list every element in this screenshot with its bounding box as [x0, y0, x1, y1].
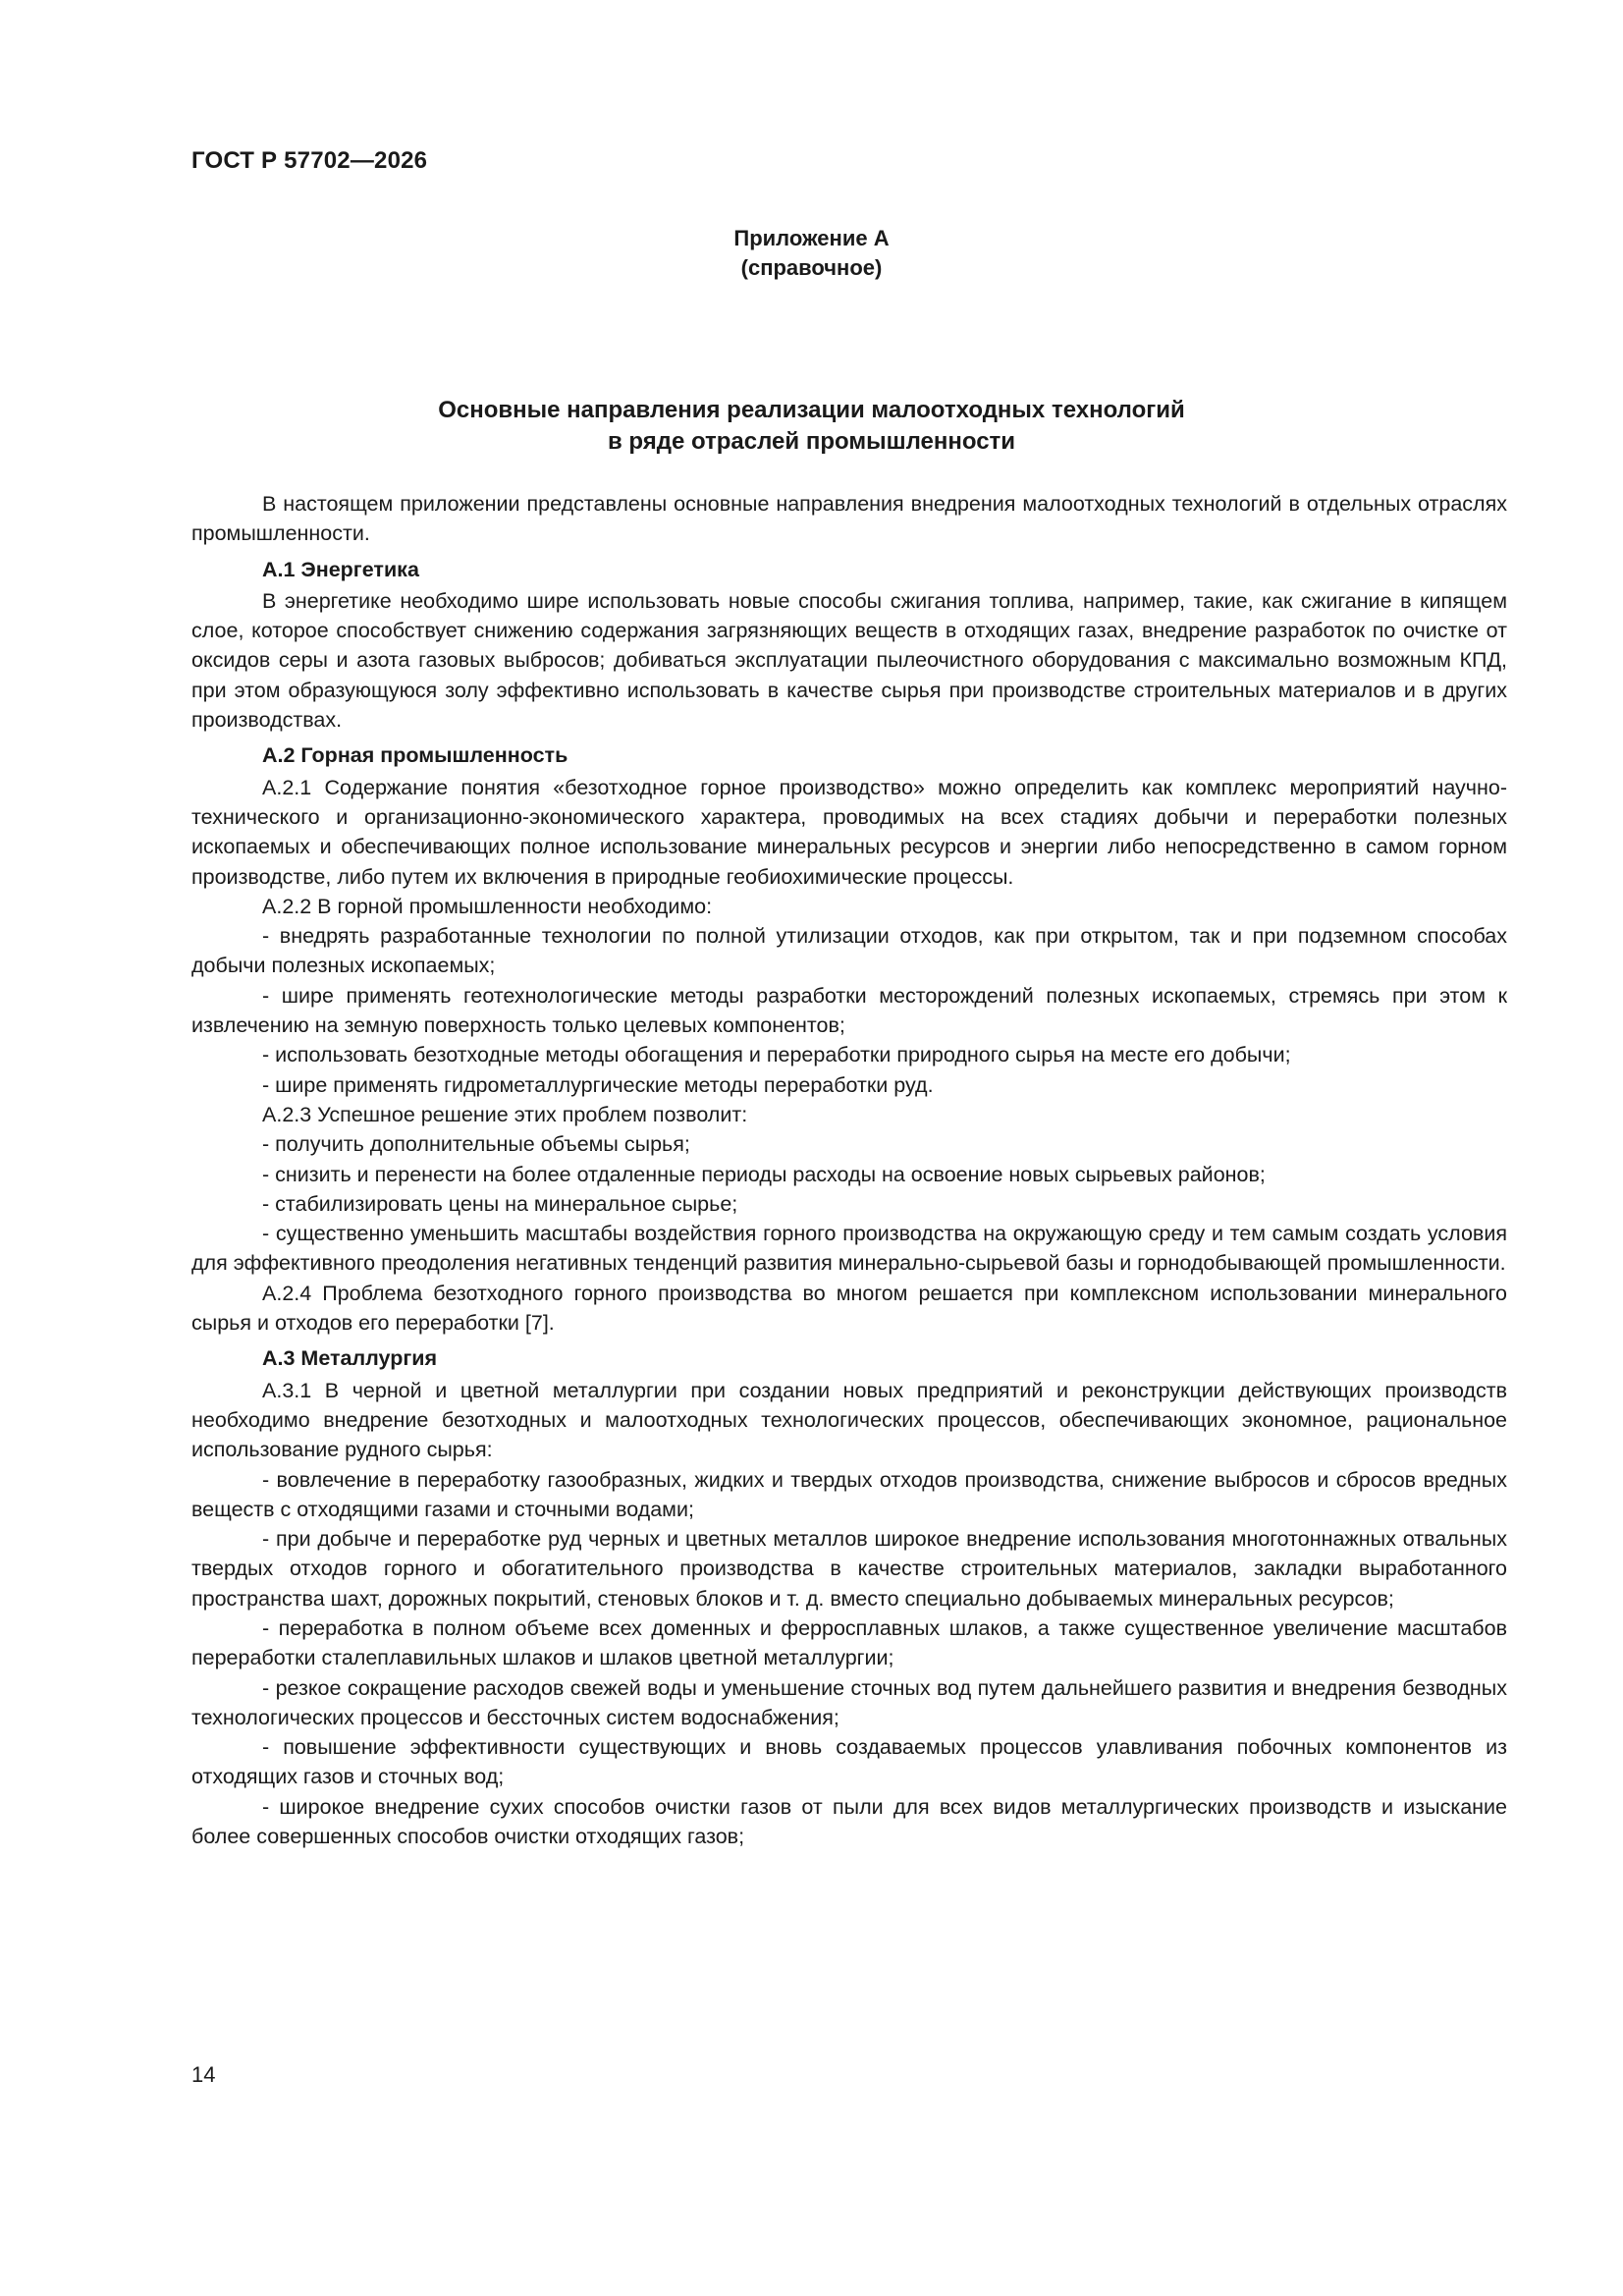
annex-heading: [0, 224, 1623, 283]
paragraph: В энергетике необходимо шире использовать новые способы сжигания топлива, например, такие, как сжигание в кипящем слое, которое способствует снижению содержания загрязняющих веществ в отходящих газах, внедрение разработок по очистке от оксидов серы и азота газовых выбросов; добиваться эксплуатации пылеочистного оборудования с максимально возможным КПД, при этом образующуюся золу эффективно использовать в качестве сырья при производстве строительных материалов и в других производствах.: [191, 588, 1507, 733]
list-item: - стабилизировать цены на минеральное сырье;: [262, 1191, 738, 1216]
paragraph: А.3.1 В черной и цветной металлургии при создании новых предприятий и реконструкции действующих производств необходимо внедрение безотходных и малоотходных технологических процессов, обеспечивающих экономное, рациональное использование рудного сырья:: [191, 1378, 1507, 1462]
paragraph: А.2.1 Содержание понятия «безотходное горное производство» можно определить как комплекс мероприятий научно-технического и организационно-экономического характера, проводимых на всех стадиях добычи и переработки полезных ископаемых и обеспечивающих полное использование минеральных ресурсов и энергии либо непосредственно в самом горном производстве, либо путем их включения в природные геобиохимические процессы.: [191, 775, 1507, 889]
paragraph: А.2.4 Проблема безотходного горного производства во многом решается при комплексном использовании минерального сырья и отходов его переработки [7].: [191, 1281, 1507, 1336]
annex-title-line-2: в ряде отраслей промышленности: [607, 428, 1016, 455]
list-item: - внедрять разработанные технологии по полной утилизации отходов, как при открытом, так и при подземном способах добычи полезных ископаемых;: [191, 924, 1507, 978]
document-body: [191, 489, 1507, 1851]
annex-label: Приложение А: [733, 226, 890, 250]
list-item: - использовать безотходные методы обогащения и переработки природного сырья на месте его добычи;: [262, 1043, 1291, 1067]
page-number: 14: [191, 2062, 216, 2087]
paragraph: А.2.3 Успешное решение этих проблем позволит:: [262, 1102, 748, 1126]
list-item: - шире применять геотехнологические методы разработки месторождений полезных ископаемых, стремясь при этом к извлечению на земную поверхность только целевых компонентов;: [191, 983, 1507, 1038]
annex-type: (справочное): [740, 255, 883, 280]
list-item: - шире применять гидрометаллургические методы переработки руд.: [262, 1072, 934, 1097]
list-item: - снизить и перенести на более отдаленные периоды расходы на освоение новых сырьевых районов;: [262, 1162, 1266, 1186]
list-item: - переработка в полном объеме всех доменных и ферросплавных шлаков, а также существенное увеличение масштабов переработки сталеплавильных шлаков и шлаков цветной металлургии;: [191, 1615, 1507, 1670]
list-item: - вовлечение в переработку газообразных, жидких и твердых отходов производства, снижение выбросов и сбросов вредных веществ с отходящими газами и сточными водами;: [191, 1467, 1507, 1521]
list-item: - повышение эффективности существующих и вновь создаваемых процессов улавливания побочных компонентов из отходящих газов и сточных вод;: [191, 1735, 1507, 1789]
section-heading-a2: А.2 Горная промышленность: [262, 743, 568, 768]
list-item: - при добыче и переработке руд черных и цветных металлов широкое внедрение использования многотоннажных отвальных твердых отходов горного и обогатительного производства в качестве строительных материалов, закладки выработанного пространства шахт, дорожных покрытий, стеновых блоков и т. д. вместо специально добываемых минеральных ресурсов;: [191, 1527, 1507, 1611]
section-heading-a1: А.1 Энергетика: [262, 557, 419, 581]
annex-title-line-1: Основные направления реализации малоотходных технологий: [438, 397, 1185, 423]
document-header: ГОСТ Р 57702—2026: [191, 147, 428, 174]
list-item: - получить дополнительные объемы сырья;: [262, 1132, 690, 1157]
section-heading-a3: А.3 Металлургия: [262, 1346, 438, 1371]
intro-paragraph: В настоящем приложении представлены основные направления внедрения малоотходных технологий в отдельных отраслях промышленности.: [191, 492, 1507, 546]
list-item: - широкое внедрение сухих способов очистки газов от пыли для всех видов металлургических производств и изыскание более совершенных способов очистки отходящих газов;: [191, 1794, 1507, 1849]
annex-title: [0, 395, 1623, 458]
list-item: - резкое сокращение расходов свежей воды и уменьшение сточных вод путем дальнейшего развития и внедрения безводных технологических процессов и бессточных систем водоснабжения;: [191, 1675, 1507, 1729]
list-item: - существенно уменьшить масштабы воздействия горного производства на окружающую среду и тем самым создать условия для эффективного преодоления негативных тенденций развития минерально-сырьевой базы и горнодобывающей промышленности.: [191, 1222, 1507, 1276]
paragraph: А.2.2 В горной промышленности необходимо:: [262, 894, 713, 918]
